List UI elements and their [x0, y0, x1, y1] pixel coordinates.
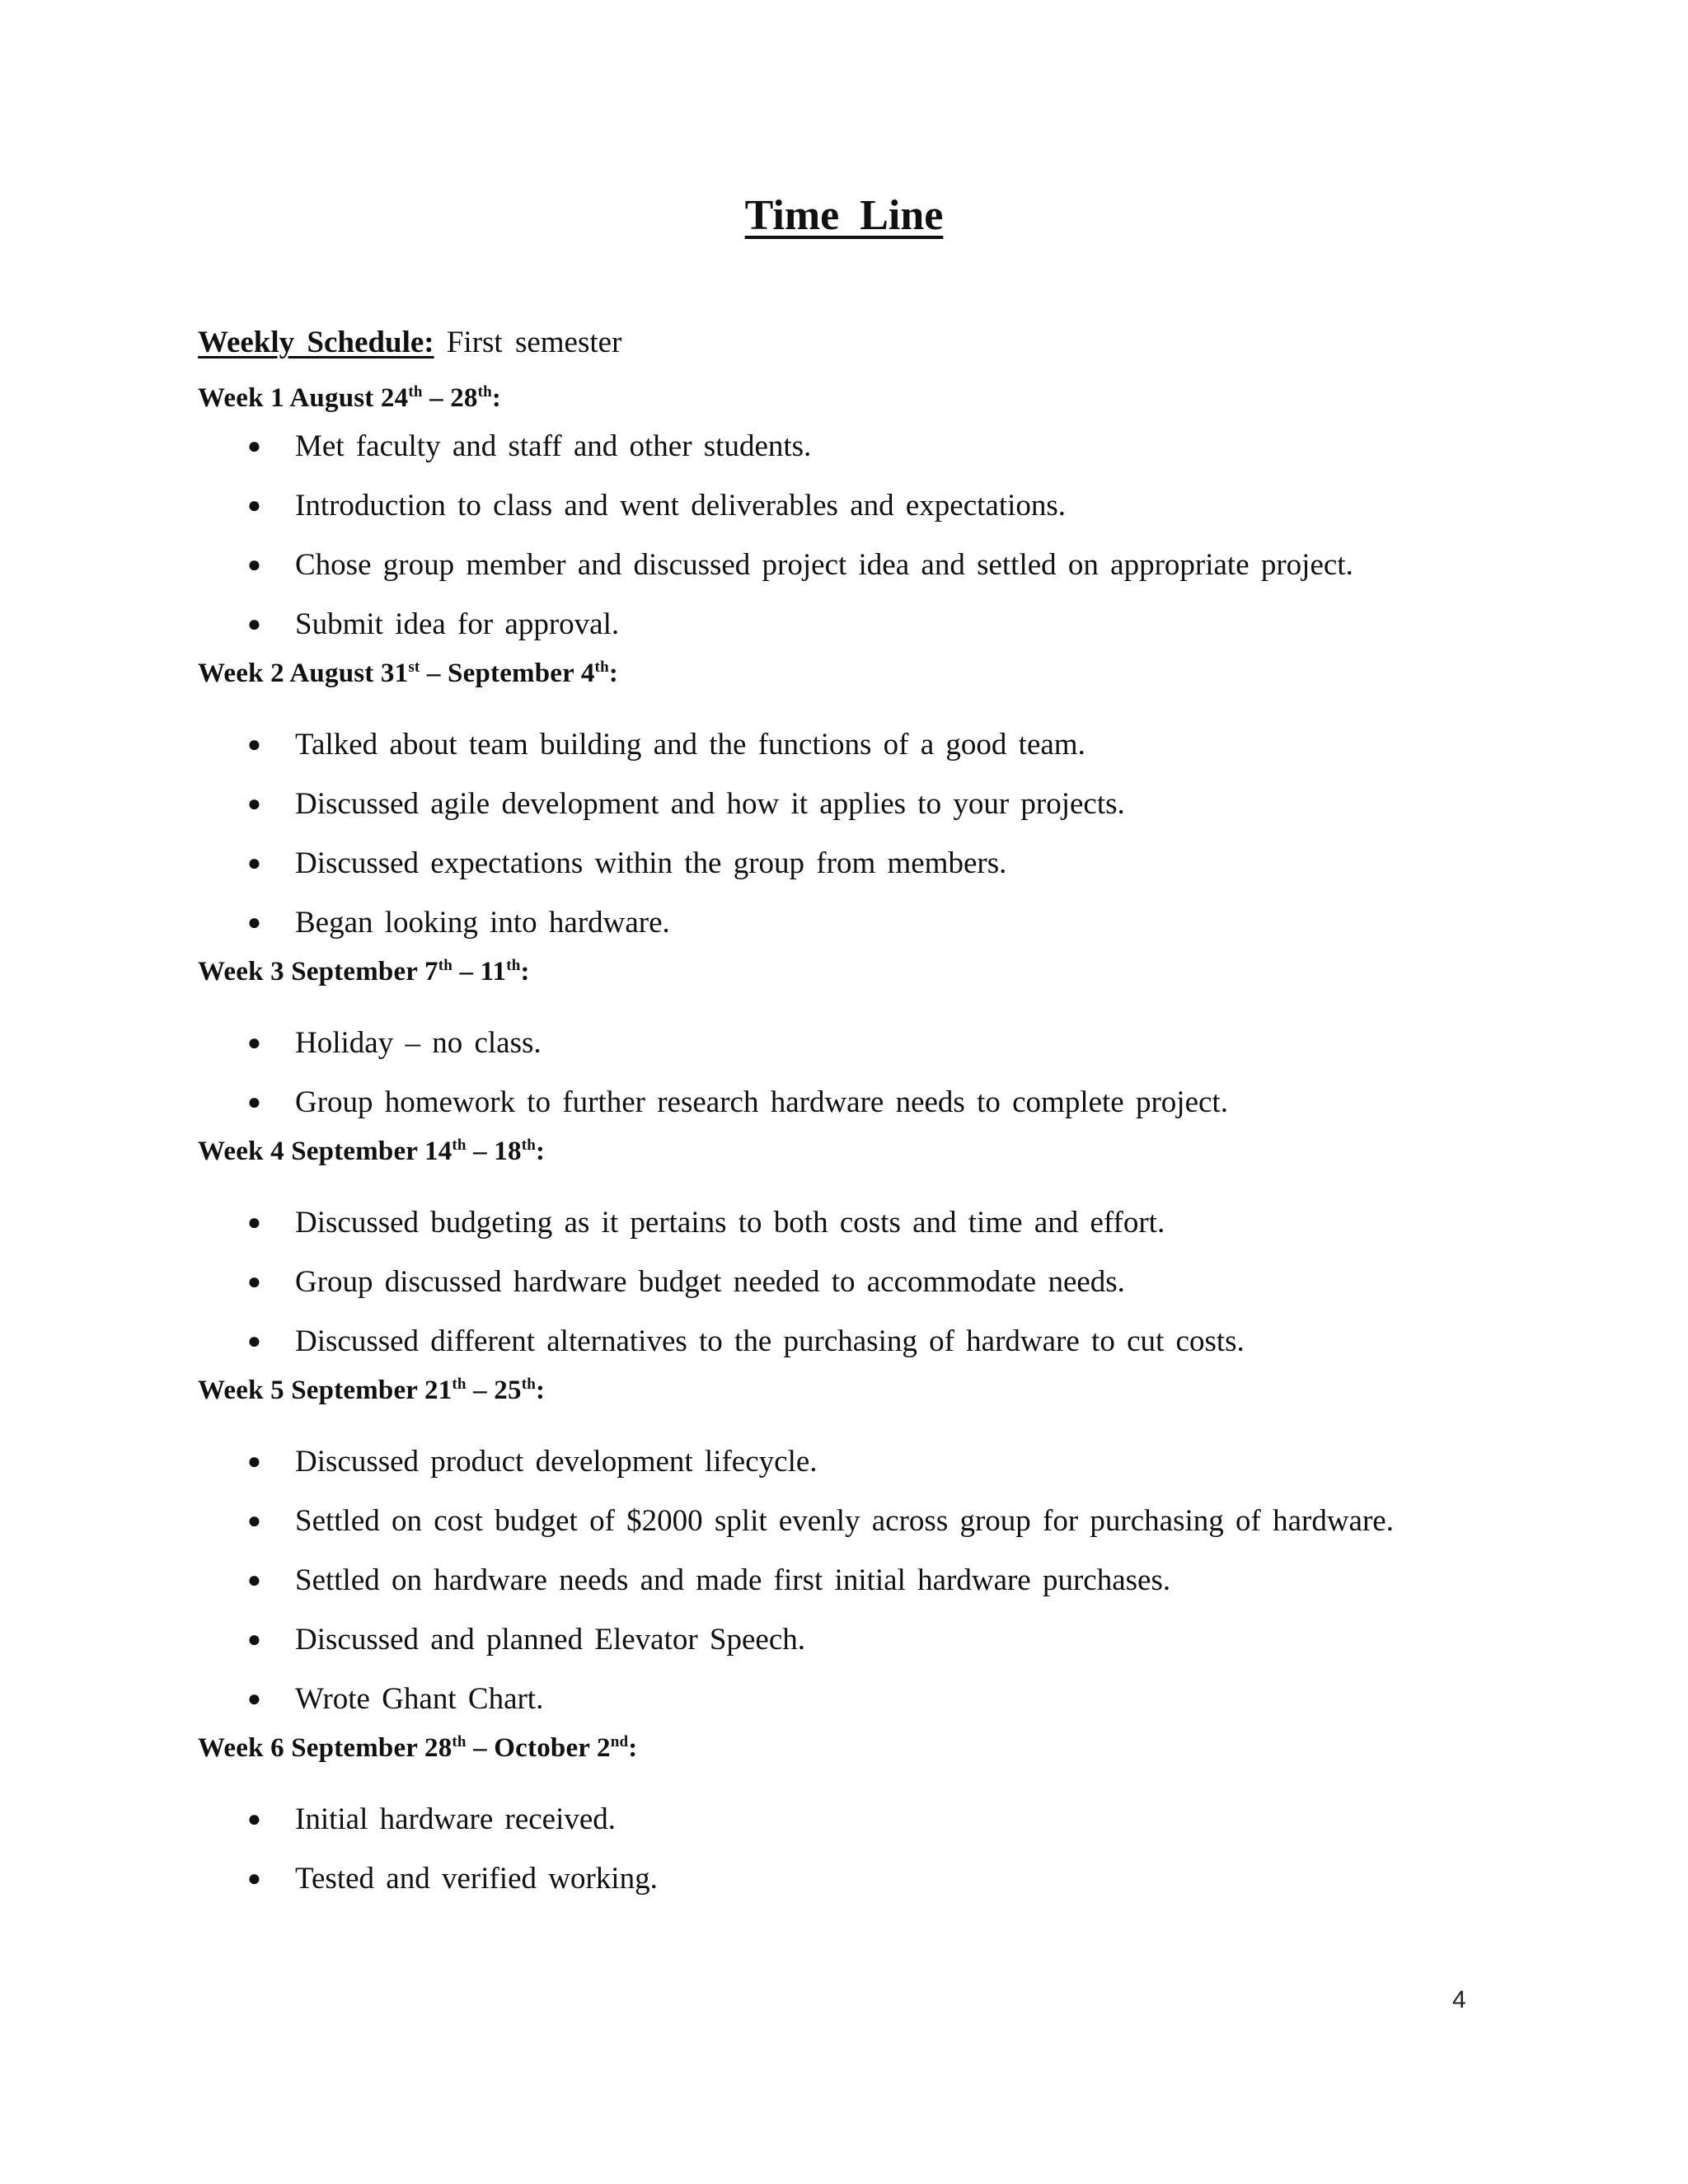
week-1-heading-sup-end: th: [477, 383, 492, 401]
week-5-heading-colon: :: [536, 1376, 546, 1405]
week-4-list: [198, 1193, 1533, 1371]
week-6-heading-colon: :: [628, 1733, 638, 1763]
week-4-heading-sup-end: th: [521, 1137, 536, 1154]
week-1-heading-start: Week 1 August 24: [198, 383, 409, 413]
list-item-text: Submit idea for approval.: [295, 607, 620, 641]
timeline-content: [198, 323, 1533, 1909]
week-1-section: [198, 379, 1533, 654]
week-2-heading-colon: :: [608, 658, 619, 688]
list-item: [198, 1312, 1533, 1371]
list-item: [198, 1849, 1533, 1909]
week-6-heading-start: Week 6 September 28: [198, 1733, 452, 1763]
list-item-text: Discussed and planned Elevator Speech.: [295, 1623, 806, 1657]
week-2-heading-start: Week 2 August 31: [198, 658, 409, 688]
week-4-heading-mid: – 18: [466, 1137, 522, 1166]
bullet-icon: ●: [247, 1090, 261, 1115]
list-item: [198, 536, 1533, 595]
list-item: [198, 1670, 1533, 1729]
list-item-text: Initial hardware received.: [295, 1802, 617, 1836]
list-item: [198, 1790, 1533, 1849]
list-item-text: Group discussed hardware budget needed to accommodate needs.: [295, 1265, 1125, 1299]
bullet-icon: ●: [247, 1329, 261, 1354]
week-4-heading-sup-start: th: [452, 1137, 467, 1154]
list-item-text: Tested and verified working.: [295, 1862, 658, 1896]
bullet-icon: ●: [247, 1627, 261, 1652]
list-item-text: Discussed different alternatives to the purchasing of hardware to cut costs.: [295, 1324, 1245, 1358]
week-2-list: [198, 715, 1533, 953]
list-item-text: Talked about team building and the functions of a good team.: [295, 728, 1085, 762]
list-item: [198, 1253, 1533, 1312]
week-6-section: [198, 1729, 1533, 1909]
week-4-heading-colon: :: [536, 1137, 546, 1166]
list-item: [198, 1551, 1533, 1610]
list-item: [198, 1014, 1533, 1073]
list-item: [198, 476, 1533, 536]
bullet-icon: ●: [247, 1686, 261, 1712]
bullet-icon: ●: [247, 1030, 261, 1056]
list-item-text: Settled on cost budget of $2000 split evenly across group for purchasing of hardware.: [295, 1504, 1394, 1538]
list-item: [198, 715, 1533, 775]
list-item: [198, 595, 1533, 654]
list-item: [198, 417, 1533, 476]
week-4-heading-start: Week 4 September 14: [198, 1137, 452, 1166]
week-6-list: [198, 1790, 1533, 1909]
week-5-section: [198, 1371, 1533, 1729]
week-5-heading-mid: – 25: [466, 1376, 522, 1405]
list-item-text: Wrote Ghant Chart.: [295, 1682, 544, 1716]
list-item-text: Group homework to further research hardware needs to complete project.: [295, 1085, 1228, 1119]
page-title: Time Line: [744, 192, 944, 239]
bullet-icon: ●: [247, 910, 261, 935]
weekly-schedule-value: First semester: [446, 326, 622, 359]
list-item-text: Holiday – no class.: [295, 1026, 542, 1060]
week-2-heading: [198, 654, 1533, 692]
week-3-list: [198, 1014, 1533, 1132]
week-1-heading-sup-start: th: [408, 383, 423, 401]
week-5-list: [198, 1432, 1533, 1729]
week-6-heading: [198, 1729, 1533, 1767]
week-3-heading: [198, 953, 1533, 991]
week-1-list: [198, 417, 1533, 654]
week-6-heading-mid: – October 2: [466, 1733, 611, 1763]
week-3-section: [198, 953, 1533, 1132]
list-item: [198, 1610, 1533, 1670]
bullet-icon: ●: [247, 1508, 261, 1534]
week-1-heading: [198, 379, 1533, 417]
list-item: [198, 1492, 1533, 1551]
list-item-text: Began looking into hardware.: [295, 906, 670, 940]
week-2-section: [198, 654, 1533, 953]
list-item: [198, 775, 1533, 834]
list-item-text: Settled on hardware needs and made first initial hardware purchases.: [295, 1563, 1171, 1597]
bullet-icon: ●: [247, 851, 261, 876]
list-item: [198, 1193, 1533, 1253]
bullet-icon: ●: [247, 493, 261, 518]
bullet-icon: ●: [247, 1449, 261, 1474]
list-item: [198, 893, 1533, 953]
week-1-heading-mid: – 28: [422, 383, 478, 413]
list-item: [198, 1073, 1533, 1132]
week-3-heading-sup-start: th: [438, 957, 453, 974]
week-6-heading-sup-end: nd: [610, 1733, 629, 1750]
week-2-heading-sup-start: st: [408, 658, 420, 676]
bullet-icon: ●: [247, 1866, 261, 1891]
weekly-schedule-label: Weekly Schedule:: [198, 326, 434, 359]
list-item-text: Chose group member and discussed project idea and settled on appropriate project.: [295, 548, 1353, 582]
weekly-schedule-line: [198, 323, 1533, 363]
week-4-section: [198, 1132, 1533, 1371]
week-1-heading-colon: :: [491, 383, 502, 413]
list-item-text: Met faculty and staff and other students.: [295, 429, 812, 463]
week-3-heading-sup-end: th: [506, 957, 521, 974]
list-item: [198, 1432, 1533, 1492]
bullet-icon: ●: [247, 1568, 261, 1593]
page-number: 4: [1452, 1986, 1466, 2013]
week-6-heading-sup-start: th: [452, 1733, 467, 1750]
list-item-text: Discussed expectations within the group from members.: [295, 846, 1007, 880]
list-item-text: Discussed agile development and how it applies to your projects.: [295, 787, 1125, 821]
week-2-heading-mid: – September 4: [420, 658, 595, 688]
week-5-heading-sup-end: th: [521, 1376, 536, 1393]
bullet-icon: ●: [247, 612, 261, 637]
week-4-heading: [198, 1132, 1533, 1170]
bullet-icon: ●: [247, 1807, 261, 1832]
bullet-icon: ●: [247, 791, 261, 817]
week-2-heading-sup-end: th: [594, 658, 609, 676]
list-item-text: Discussed product development lifecycle.: [295, 1445, 818, 1479]
week-5-heading-start: Week 5 September 21: [198, 1376, 452, 1405]
week-3-heading-mid: – 11: [452, 957, 507, 987]
bullet-icon: ●: [247, 732, 261, 757]
bullet-icon: ●: [247, 1210, 261, 1235]
list-item-text: Introduction to class and went deliverables and expectations.: [295, 489, 1067, 523]
bullet-icon: ●: [247, 1269, 261, 1295]
list-item: [198, 834, 1533, 893]
week-5-heading: [198, 1371, 1533, 1409]
week-3-heading-colon: :: [520, 957, 530, 987]
week-3-heading-start: Week 3 September 7: [198, 957, 438, 987]
week-5-heading-sup-start: th: [452, 1376, 467, 1393]
bullet-icon: ●: [247, 552, 261, 578]
list-item-text: Discussed budgeting as it pertains to both costs and time and effort.: [295, 1206, 1165, 1240]
bullet-icon: ●: [247, 434, 261, 459]
